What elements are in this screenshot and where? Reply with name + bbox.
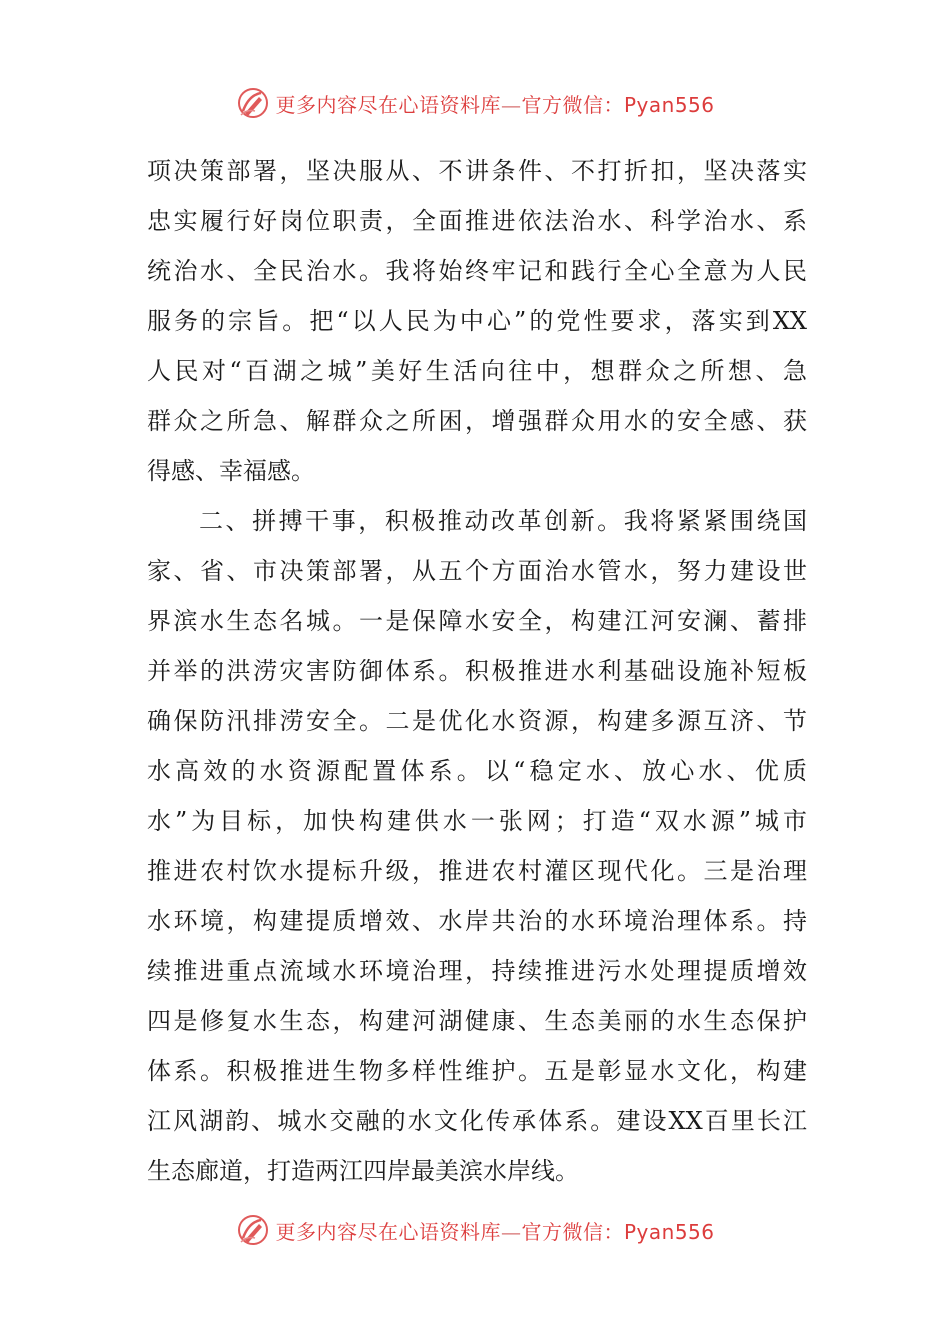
- text-line: 家、省、市决策部署，从五个方面治水管水，努力建设世: [147, 557, 807, 585]
- watermark-separator: —: [500, 1219, 522, 1244]
- watermark-wechat-id: Pyan556: [623, 92, 715, 117]
- watermark-text: [275, 1216, 714, 1245]
- header-watermark: [0, 83, 950, 123]
- text-line: 续推进重点流域水环境治理，持续推进污水处理提质增效: [147, 957, 807, 985]
- watermark-wechat-label: 官方微信：: [521, 1219, 624, 1244]
- text-line: 服务的宗旨。把“以人民为中心”的党性要求，落实到XX: [147, 307, 807, 335]
- text-line: 忠实履行好岗位职责，全面推进依法治水、科学治水、系: [147, 207, 807, 235]
- watermark-text: [275, 89, 714, 118]
- text-line: 推进农村饮水提标升级，推进农村灌区现代化。三是治理: [147, 857, 807, 885]
- text-line: 群众之所急、解群众之所困，增强群众用水的安全感、获: [147, 407, 807, 435]
- pen-logo-icon: [235, 1212, 271, 1248]
- watermark-wechat-label: 官方微信：: [521, 92, 624, 117]
- document-body: [147, 146, 807, 1196]
- text-line: 水环境，构建提质增效、水岸共治的水环境治理体系。持: [147, 907, 807, 935]
- paragraph-2: [147, 496, 807, 1196]
- text-line: 二、拼搏干事，积极推动改革创新。我将紧紧围绕国: [199, 507, 807, 535]
- text-line: 确保防汛排涝安全。二是优化水资源，构建多源互济、节: [147, 707, 807, 735]
- watermark-site-text: 更多内容尽在心语资料库: [275, 1219, 501, 1244]
- text-line: 水”为目标，加快构建供水一张网；打造“双水源”城市: [147, 807, 807, 835]
- text-line: 得感、幸福感。: [147, 457, 315, 485]
- text-line: 项决策部署，坚决服从、不讲条件、不打折扣，坚决落实: [147, 157, 807, 185]
- paragraph-1: [147, 146, 807, 496]
- watermark-wechat-id: Pyan556: [623, 1219, 715, 1244]
- text-line: 界滨水生态名城。一是保障水安全，构建江河安澜、蓄排: [147, 607, 807, 635]
- text-line: 江风湖韵、城水交融的水文化传承体系。建设XX百里长江: [147, 1107, 807, 1135]
- watermark-separator: —: [500, 92, 522, 117]
- text-line: 水高效的水资源配置体系。以“稳定水、放心水、优质: [147, 757, 807, 785]
- pen-logo-icon: [235, 85, 271, 121]
- text-line: 体系。积极推进生物多样性维护。五是彰显水文化，构建: [147, 1057, 807, 1085]
- footer-watermark: [0, 1210, 950, 1250]
- text-line: 四是修复水生态，构建河湖健康、生态美丽的水生态保护: [147, 1007, 807, 1035]
- text-line: 人民对“百湖之城”美好生活向往中，想群众之所想、急: [147, 357, 807, 385]
- text-line: 生态廊道，打造两江四岸最美滨水岸线。: [147, 1157, 579, 1185]
- watermark-site-text: 更多内容尽在心语资料库: [275, 92, 501, 117]
- text-line: 统治水、全民治水。我将始终牢记和践行全心全意为人民: [147, 257, 807, 285]
- text-line: 并举的洪涝灾害防御体系。积极推进水利基础设施补短板: [147, 657, 807, 685]
